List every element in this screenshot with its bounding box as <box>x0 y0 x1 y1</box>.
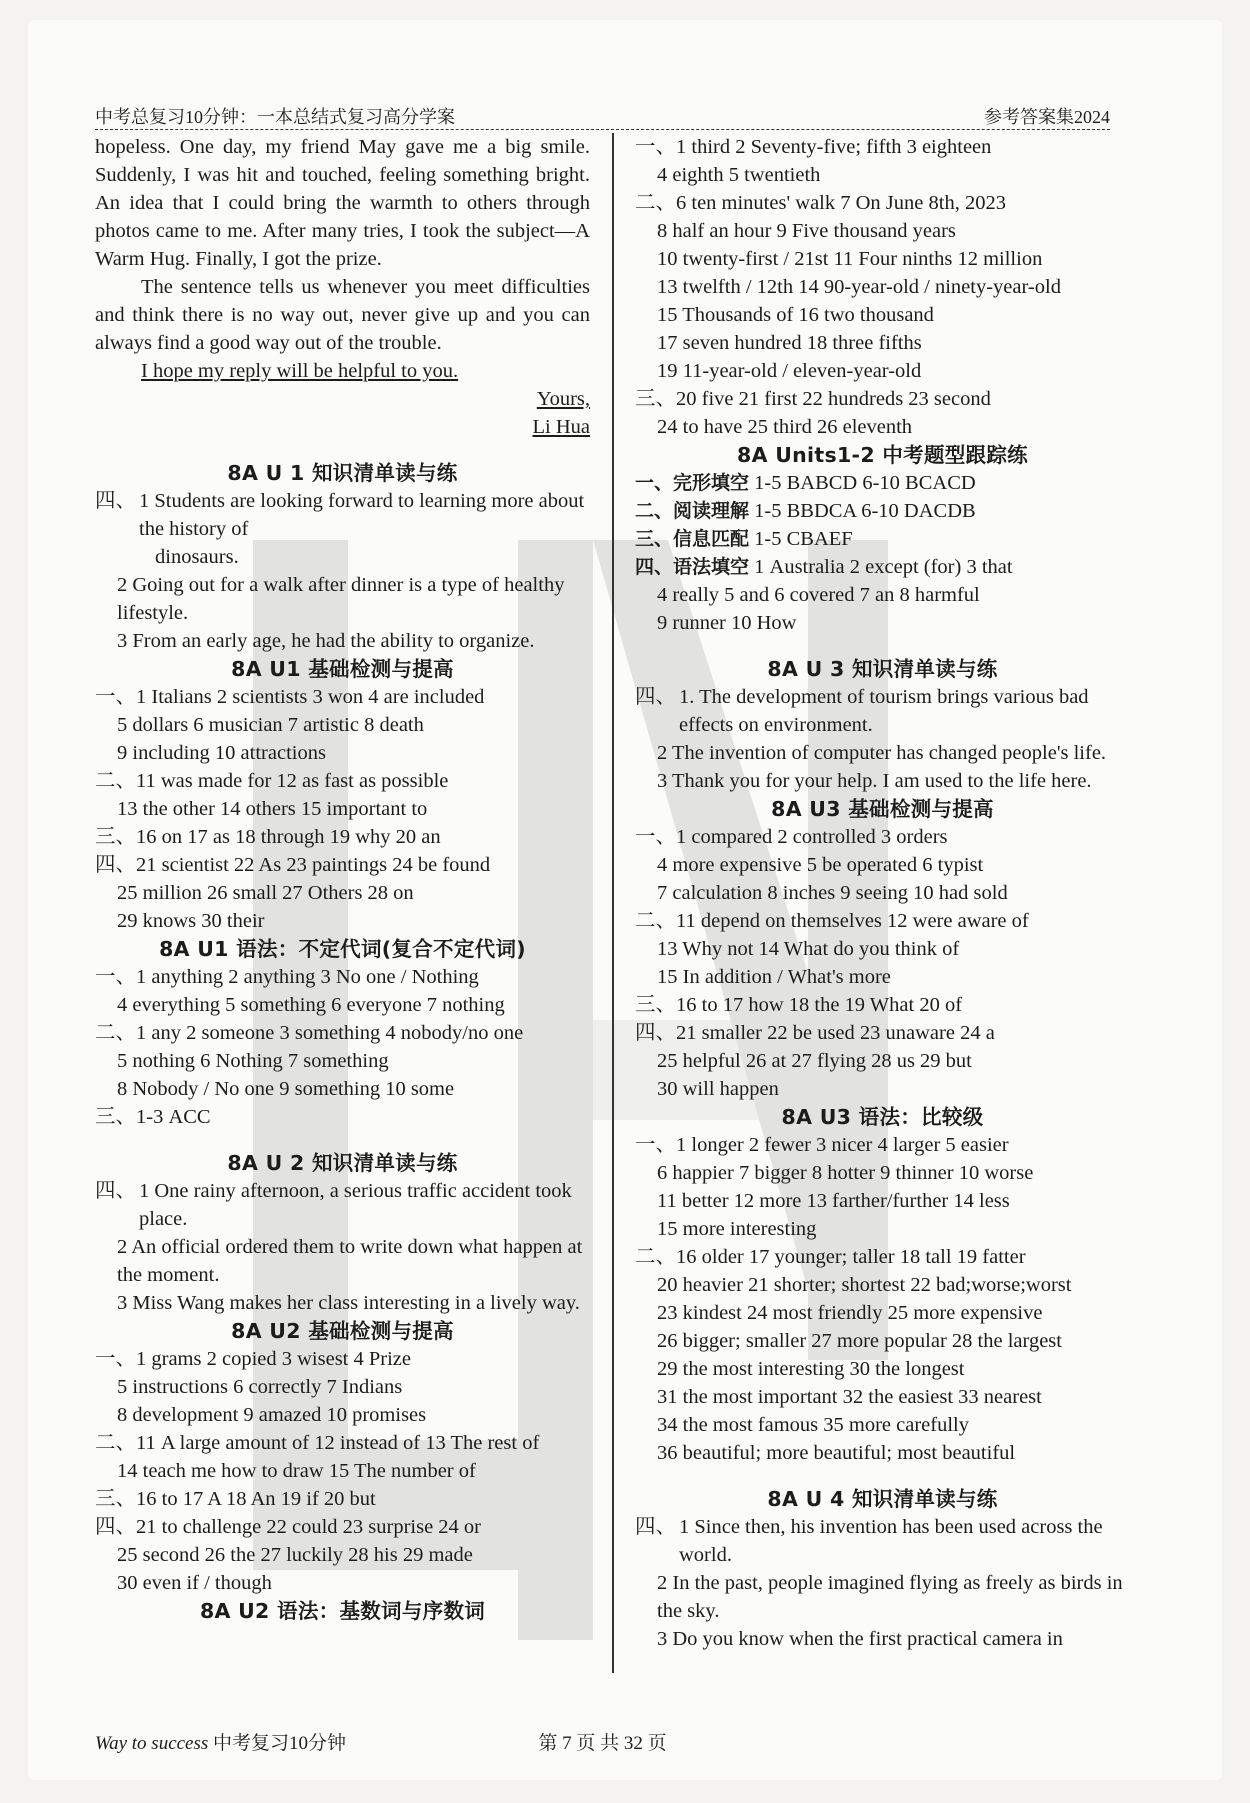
answer-line: 15 more interesting <box>657 1218 817 1240</box>
answer-line: 30 will happen <box>657 1078 779 1100</box>
answer-line: 四、21 smaller 22 be used 23 unaware 24 a <box>635 1022 995 1044</box>
answer-line: 二、阅读理解 1-5 BBDCA 6-10 DACDB <box>635 500 976 522</box>
answer-line: 一、1 third 2 Seventy-five; fifth 3 eighteen <box>635 136 992 158</box>
answer-line: 二、6 ten minutes' walk 7 On June 8th, 2023 <box>635 192 1006 214</box>
answer-line: 8 development 9 amazed 10 promises <box>117 1404 427 1426</box>
answer-line: 31 the most important 32 the easiest 33 nearest <box>657 1386 1042 1408</box>
answer-sentence: 1 Since then, his invention has been used across the world. <box>679 1516 1103 1566</box>
footer-brand: Way to success 中考复习10分钟 <box>95 1733 347 1754</box>
answer-line: 30 even if / though <box>117 1572 272 1594</box>
left-column <box>95 133 590 1625</box>
answer-line: 17 seven hundred 18 three fifths <box>657 332 922 354</box>
answer-line: 三、信息匹配 1-5 CBAEF <box>635 528 853 550</box>
answer-line: 25 second 26 the 27 luckily 28 his 29 made <box>117 1544 473 1566</box>
answer-line: 26 bigger; smaller 27 more popular 28 the largest <box>657 1330 1062 1352</box>
section-title: 8A U3 基础检测与提高 <box>771 797 994 821</box>
answer-line: 四、语法填空 1 Australia 2 except (for) 3 that <box>635 556 1013 578</box>
answer-sentence: 2 An official ordered them to write down what happen at the moment. <box>117 1236 583 1286</box>
answer-line: 二、11 A large amount of 12 instead of 13 The rest of <box>95 1432 540 1454</box>
answer-line: 二、11 depend on themselves 12 were aware of <box>635 910 1029 932</box>
answer-line: 8 Nobody / No one 9 something 10 some <box>117 1078 455 1100</box>
letter-paragraph: hopeless. One day, my friend May gave me a big smile. Suddenly, I was hit and touched, feeling something bright. An idea that I could bring the warmth to others through photos came to me. After many tries, I took the subject—A Warm Hug. Finally, I got the prize. <box>95 136 590 270</box>
answer-line: 5 instructions 6 correctly 7 Indians <box>117 1376 403 1398</box>
answer-line: 4 really 5 and 6 covered 7 an 8 harmful <box>657 584 980 606</box>
answer-line: 三、20 five 21 first 22 hundreds 23 second <box>635 388 991 410</box>
answer-line: 一、1 Italians 2 scientists 3 won 4 are included <box>95 686 485 708</box>
right-column <box>635 133 1130 1653</box>
header-left-title: 中考总复习10分钟：一本总结式复习高分学案 <box>95 107 455 127</box>
answer-line: 二、11 was made for 12 as fast as possible <box>95 770 449 792</box>
answer-line: 三、16 to 17 how 18 the 19 What 20 of <box>635 994 963 1016</box>
section-title: 8A U2 基础检测与提高 <box>231 1319 454 1343</box>
column-divider <box>612 133 614 1673</box>
answer-line: 15 In addition / What's more <box>657 966 891 988</box>
header-rule <box>95 129 1110 130</box>
section-title: 8A U3 语法：比较级 <box>781 1105 984 1129</box>
header-right-title: 参考答案集2024 <box>984 107 1110 127</box>
answer-sentence: 1. The development of tourism brings various bad effects on environment. <box>679 686 1089 736</box>
answer-line: 11 better 12 more 13 farther/further 14 less <box>657 1190 1010 1212</box>
answer-line: 三、16 to 17 A 18 An 19 if 20 but <box>95 1488 376 1510</box>
section-title: 8A U 1 知识清单读与练 <box>227 461 458 485</box>
section-title: 8A U2 语法：基数词与序数词 <box>199 1599 486 1623</box>
answer-line: 4 eighth 5 twentieth <box>657 164 821 186</box>
answer-line: 二、1 any 2 someone 3 something 4 nobody/no one <box>95 1022 524 1044</box>
letter-signature: Li Hua <box>532 416 590 438</box>
answer-line: 一、1 anything 2 anything 3 No one / Nothing <box>95 966 479 988</box>
page-number: 第 7 页 共 32 页 <box>538 1733 667 1754</box>
section-title: 8A U1 基础检测与提高 <box>231 657 454 681</box>
answer-line: 7 calculation 8 inches 9 seeing 10 had sold <box>657 882 1008 904</box>
section-title: 8A Units1-2 中考题型跟踪练 <box>737 443 1028 467</box>
section-title: 8A U 2 知识清单读与练 <box>227 1151 458 1175</box>
letter-closing: I hope my reply will be helpful to you. <box>141 360 459 382</box>
answer-line: 5 dollars 6 musician 7 artistic 8 death <box>117 714 424 736</box>
answer-sentence: 3 Thank you for your help. I am used to the life here. <box>657 770 1092 792</box>
answer-line: 23 kindest 24 most friendly 25 more expensive <box>657 1302 1043 1324</box>
answer-line: 三、1-3 ACC <box>95 1106 211 1128</box>
answer-line: 19 11-year-old / eleven-year-old <box>657 360 922 382</box>
section-title: 8A U1 语法：不定代词(复合不定代词) <box>159 937 526 961</box>
answer-line: 四、 <box>95 1180 136 1202</box>
answer-line: 四、 <box>635 1516 676 1538</box>
answer-line: 四、21 scientist 22 As 23 paintings 24 be found <box>95 854 491 876</box>
answer-line: 13 the other 14 others 15 important to <box>117 798 428 820</box>
section-title: 8A U 3 知识清单读与练 <box>767 657 998 681</box>
answer-line: 29 knows 30 their <box>117 910 265 932</box>
answer-sentence: 2 The invention of computer has changed people's life. <box>657 742 1107 764</box>
answer-line: 29 the most interesting 30 the longest <box>657 1358 965 1380</box>
answer-line: 20 heavier 21 shorter; shortest 22 bad;worse;worst <box>657 1274 1072 1296</box>
answer-line: 36 beautiful; more beautiful; most beautiful <box>657 1442 1016 1464</box>
answer-sentence: 3 From an early age, he had the ability to organize. <box>117 630 535 652</box>
answer-line: 10 twenty-first / 21st 11 Four ninths 12 million <box>657 248 1043 270</box>
answer-line: 34 the most famous 35 more carefully <box>657 1414 969 1436</box>
answer-line: 四、21 to challenge 22 could 23 surprise 24 or <box>95 1516 482 1538</box>
letter-paragraph: The sentence tells us whenever you meet difficulties and think there is no way out, never give up and you can always find a good way out of the trouble. <box>95 276 590 354</box>
answer-line: 二、16 older 17 younger; taller 18 tall 19 fatter <box>635 1246 1026 1268</box>
page-footer <box>95 1728 1110 1758</box>
answer-line: 6 happier 7 bigger 8 hotter 9 thinner 10 worse <box>657 1162 1034 1184</box>
answer-line: 一、1 compared 2 controlled 3 orders <box>635 826 948 848</box>
section-title: 8A U 4 知识清单读与练 <box>767 1487 998 1511</box>
answer-sentence: 2 Going out for a walk after dinner is a type of healthy lifestyle. <box>117 574 565 624</box>
answer-line: 24 to have 25 third 26 eleventh <box>657 416 913 438</box>
letter-yours: Yours, <box>536 388 590 410</box>
page-header <box>95 103 1110 131</box>
answer-line: 4 more expensive 5 be operated 6 typist <box>657 854 984 876</box>
answer-line: 5 nothing 6 Nothing 7 something <box>117 1050 389 1072</box>
answer-line: 一、1 longer 2 fewer 3 nicer 4 larger 5 easier <box>635 1134 1009 1156</box>
answer-line: 4 everything 5 something 6 everyone 7 nothing <box>117 994 505 1016</box>
answer-line: 三、16 on 17 as 18 through 19 why 20 an <box>95 826 441 848</box>
answer-line: 9 runner 10 How <box>657 612 797 634</box>
answer-sentence-cont: dinosaurs. <box>155 546 239 568</box>
answer-sentence: 1 Students are looking forward to learning more about the history of <box>139 490 585 540</box>
answer-sentence: 2 In the past, people imagined flying as freely as birds in the sky. <box>657 1572 1123 1622</box>
answer-sentence: 3 Miss Wang makes her class interesting in a lively way. <box>117 1292 580 1314</box>
answer-line: 8 half an hour 9 Five thousand years <box>657 220 956 242</box>
answer-line: 一、1 grams 2 copied 3 wisest 4 Prize <box>95 1348 411 1370</box>
answer-line: 13 twelfth / 12th 14 90-year-old / ninety-year-old <box>657 276 1061 298</box>
answer-line: 9 including 10 attractions <box>117 742 326 764</box>
answer-sentence: 3 Do you know when the first practical camera in <box>657 1628 1063 1650</box>
answer-line: 25 helpful 26 at 27 flying 28 us 29 but <box>657 1050 972 1072</box>
answer-line: 25 million 26 small 27 Others 28 on <box>117 882 414 904</box>
answer-line: 13 Why not 14 What do you think of <box>657 938 960 960</box>
answer-line: 15 Thousands of 16 two thousand <box>657 304 934 326</box>
answer-line: 四、 <box>635 686 676 708</box>
answer-line: 一、完形填空 1-5 BABCD 6-10 BCACD <box>635 472 976 494</box>
answer-line: 四、 <box>95 490 136 512</box>
answer-line: 14 teach me how to draw 15 The number of <box>117 1460 476 1482</box>
answer-sentence: 1 One rainy afternoon, a serious traffic accident took place. <box>139 1180 572 1230</box>
